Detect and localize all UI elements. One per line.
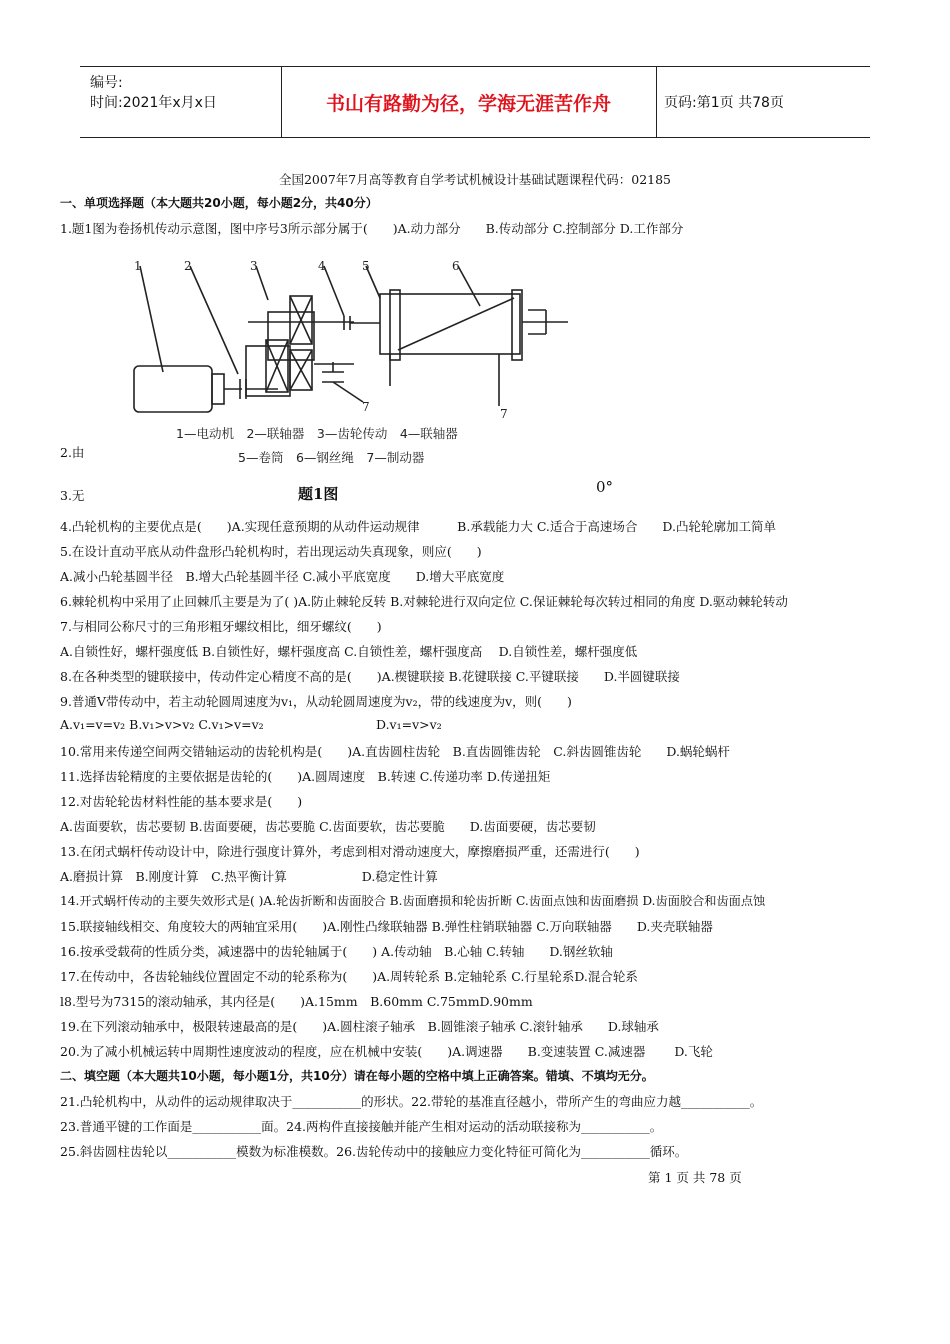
question-17: 17.在传动中，各齿轮轴线位置固定不动的轮系称为( )A.周转轮系 B.定轴轮系 C.行星轮系D.混合轮系 (60, 969, 638, 984)
figure-caption: 题1图 (298, 485, 339, 503)
drum (380, 294, 520, 354)
question-7: 7.与相同公称尺寸的三角形粗牙螺纹相比，细牙螺纹( ) (60, 619, 382, 634)
motor (134, 366, 212, 412)
page-header (80, 66, 870, 138)
divider (656, 67, 657, 137)
motto: 书山有路勤为径，学海无涯苦作舟 (325, 92, 611, 115)
figure-number: 3 (250, 259, 258, 273)
time-label: 时间:2021年x月x日 (90, 95, 217, 111)
page-label: 页码:第1页 共78页 (664, 95, 784, 111)
header-meta (80, 67, 280, 137)
question-8: 8.在各种类型的键联接中，传动件定心精度不高的是( )A.楔键联接 B.花键联接 C.平键联接 D.半圆键联接 (60, 669, 680, 684)
page-footer: 第 1 页 共 78 页 (648, 1170, 742, 1185)
question-5-options: A.减小凸轮基圆半径 B.增大凸轮基圆半径 C.减小平底宽度 D.增大平底宽度 (60, 569, 505, 584)
figure-number: 2 (184, 259, 192, 273)
figure-number: 4 (318, 259, 326, 273)
figure-number: 7 (362, 400, 370, 414)
figure-number: 1 (134, 259, 142, 273)
question-15: 15.联接轴线相交、角度较大的两轴宜采用( )A.刚性凸缘联轴器 B.弹性柱销联轴器 C.万向联轴器 D.夹壳联轴器 (60, 919, 713, 934)
question-9: 9.普通V带传动中，若主动轮圆周速度为v₁，从动轮圆周速度为v₂，带的线速度为v，则( ) (60, 694, 572, 709)
winch-diagram (118, 254, 588, 472)
number-label: 编号: (90, 75, 123, 91)
leader-line (140, 266, 163, 372)
leader-line (256, 266, 268, 300)
section-heading: 二、填空题（本大题共10小题，每小题1分，共10分）请在每小题的空格中填上正确答案。错填、不填均无分。 (60, 1069, 654, 1083)
figure-number: 7 (500, 407, 508, 421)
question-2: 2.由 (60, 445, 85, 460)
motor-flange (212, 374, 224, 404)
question-3: 3.无 (60, 488, 85, 503)
question-7-options: A.自锁性好，螺杆强度低 B.自锁性好，螺杆强度高 C.自锁性差，螺杆强度高 D.自锁性差，螺杆强度低 (60, 644, 638, 659)
fragment-text: 0° (596, 478, 614, 496)
question-16: 16.按承受载荷的性质分类，减速器中的齿轮轴属于( ) A.传动轴 B.心轴 C.转轴 D.钢丝软轴 (60, 944, 613, 959)
doc-title: 全国2007年7月高等教育自学考试机械设计基础试题课程代码：02185 (278, 172, 672, 187)
figure-number: 5 (362, 259, 370, 273)
question-18: l8.型号为7315的滚动轴承，其内径是( )A.15mm B.60mm C.75mmD.90mm (60, 994, 533, 1009)
question-1: 1.题1图为卷扬机传动示意图，图中序号3所示部分属于( )A.动力部分 B.传动部分 C.控制部分 D.工作部分 (60, 221, 684, 236)
question-4: 4.凸轮机构的主要优点是( )A.实现任意预期的从动件运动规律 B.承载能力大 C.适合于高速场合 D.凸轮轮廓加工简单 (60, 519, 776, 534)
figure-number: 6 (452, 259, 460, 273)
question-11: 11.选择齿轮精度的主要依据是齿轮的( )A.圆周速度 B.转速 C.传递功率 D.传递扭矩 (60, 769, 551, 784)
question-14: 14.开式蜗杆传动的主要失效形式是( )A.轮齿折断和齿面胶合 B.齿面磨损和轮齿折断 C.齿面点蚀和齿面磨损 D.齿面胶合和齿面点蚀 (60, 894, 766, 908)
leader-line (458, 266, 480, 306)
wire-rope (398, 298, 514, 350)
figure-legend: 5—卷筒 6—钢丝绳 7—制动器 (238, 450, 425, 465)
question-19: 19.在下列滚动轴承中，极限转速最高的是( )A.圆柱滚子轴承 B.圆锥滚子轴承 C.滚针轴承 D.球轴承 (60, 1019, 659, 1034)
question-6: 6.棘轮机构中采用了止回棘爪主要是为了( )A.防止棘轮反转 B.对棘轮进行双向定位 C.保证棘轮每次转过相同的角度 D.驱动棘轮转动 (60, 594, 788, 609)
question-9-option-d: D.v₁=v>v₂ (376, 717, 442, 732)
section-heading: 一、单项选择题（本大题共20小题，每小题2分，共40分） (60, 196, 378, 210)
question-20: 20.为了减小机械运转中周期性速度波动的程度，应在机械中安装( )A.调速器 B.变速装置 C.减速器 D.飞轮 (60, 1044, 713, 1059)
leader-line (324, 266, 344, 316)
question-10: 10.常用来传递空间两交错轴运动的齿轮机构是( )A.直齿圆柱齿轮 B.直齿圆锥齿轮 C.斜齿圆锥齿轮 D.蜗轮蜗杆 (60, 744, 730, 759)
question-25-26: 25.斜齿圆柱齿轮以___________模数为标准模数。26.齿轮传动中的接触应力变化特征可简化为___________循环。 (60, 1144, 688, 1159)
question-5: 5.在设计直动平底从动件盘形凸轮机构时，若出现运动失真现象，则应( ) (60, 544, 482, 559)
question-13: 13.在闭式蜗杆传动设计中，除进行强度计算外，考虑到相对滑动速度大，摩擦磨损严重，还需进行( ) (60, 844, 640, 859)
question-9-options: A.v₁=v=v₂ B.v₁>v>v₂ C.v₁>v=v₂ (60, 717, 264, 732)
leader-line (190, 266, 238, 374)
question-23-24: 23.普通平键的工作面是___________面。24.两构件直接接触并能产生相对运动的活动联接称为___________。 (60, 1119, 663, 1134)
question-13-options: A.磨损计算 B.刚度计算 C.热平衡计算 D.稳定性计算 (60, 869, 438, 884)
figure-legend: 1—电动机 2—联轴器 3—齿轮传动 4—联轴器 (176, 426, 458, 441)
question-12: 12.对齿轮轮齿材料性能的基本要求是( ) (60, 794, 303, 809)
question-12-options: A.齿面要软，齿芯要韧 B.齿面要硬，齿芯要脆 C.齿面要软，齿芯要脆 D.齿面要硬，齿芯要韧 (60, 819, 596, 834)
question-21-22: 21.凸轮机构中，从动件的运动规律取决于___________的形状。22.带轮的基准直径越小，带所产生的弯曲应力越___________。 (60, 1094, 763, 1109)
